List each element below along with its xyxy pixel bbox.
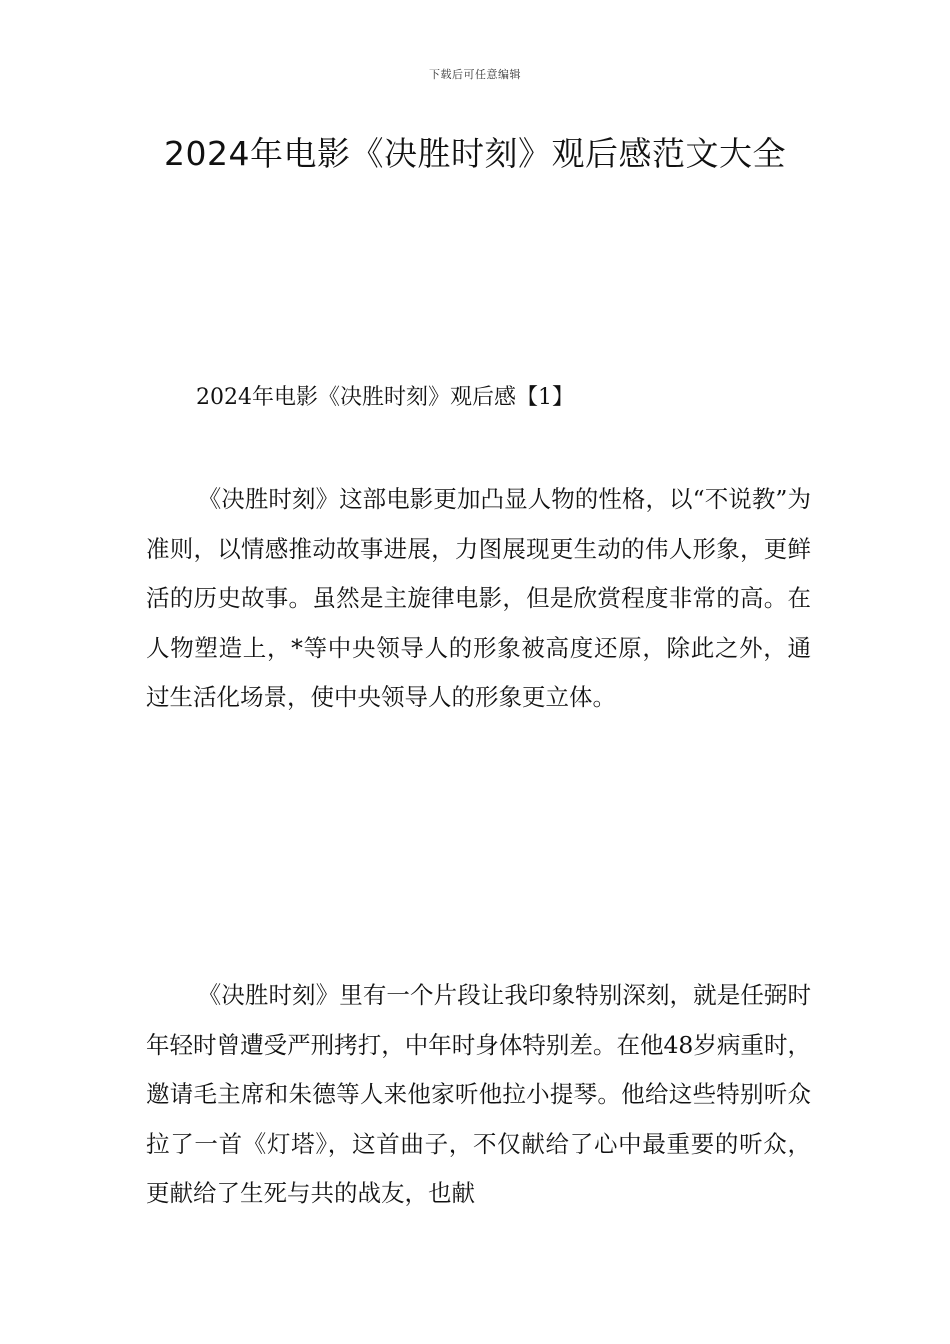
paragraph-1: 《决胜时刻》这部电影更加凸显人物的性格，以“不说教”为准则，以情感推动故事进展，力图展现更生动的伟人形象，更鲜活的历史故事。虽然是主旋律电影，但是欣赏程度非常的高。在人物塑造上，*等中央领导人的形象被高度还原，除此之外，通过生活化场景，使中央领导人的形象更立体。 bbox=[146, 485, 811, 711]
header-note: 下载后可任意编辑 bbox=[429, 68, 521, 81]
section-heading: 2024年电影《决胜时刻》观后感【1】 bbox=[196, 385, 574, 410]
document-title: 2024年电影《决胜时刻》观后感范文大全 bbox=[164, 134, 786, 173]
paragraph-2: 《决胜时刻》里有一个片段让我印象特别深刻，就是任弼时年轻时曾遭受严刑拷打，中年时身体特别差。在他48岁病重时，邀请毛主席和朱德等人来他家听他拉小提琴。他给这些特别听众拉了一首《灯塔》，这首曲子，不仅献给了心中最重要的听众，更献给了生死与共的战友，也献 bbox=[146, 981, 811, 1207]
